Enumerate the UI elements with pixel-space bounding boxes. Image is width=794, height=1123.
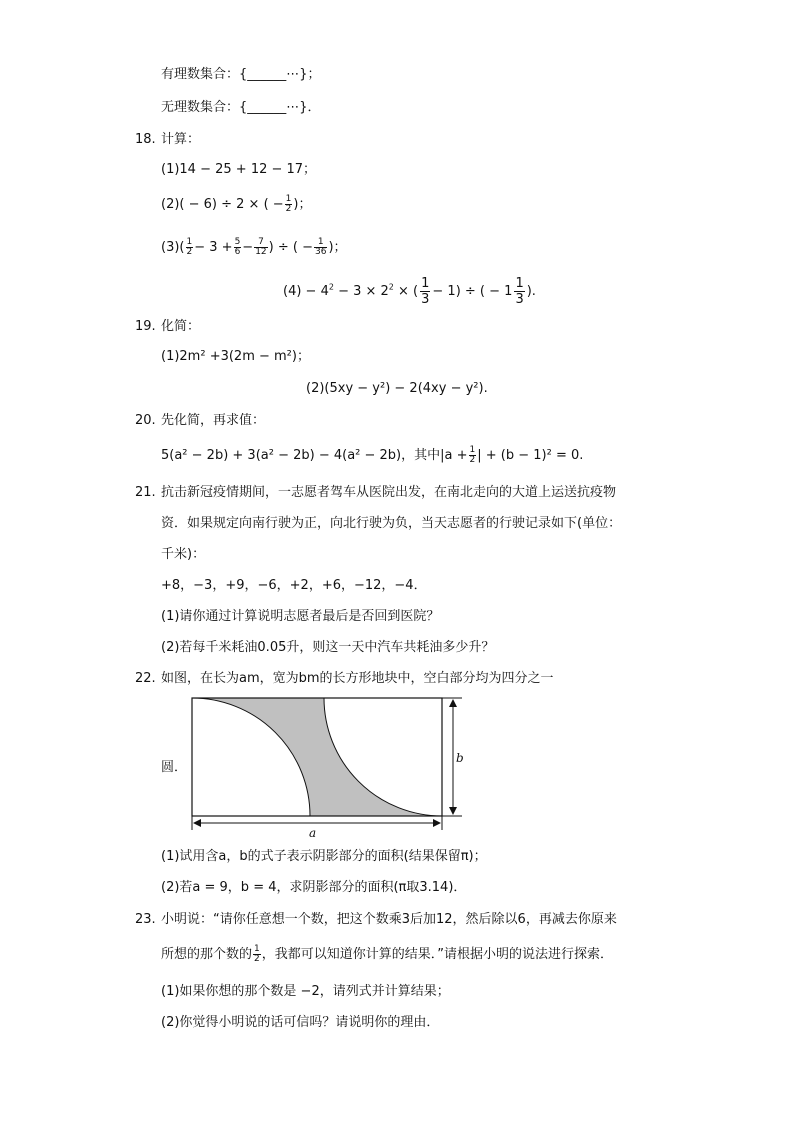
q22-text-line1: 如图，在长为am，宽为bm的长方形地块中，空白部分均为四分之一 [161, 671, 554, 686]
fraction: $\frac{5}{6}$ [234, 237, 241, 257]
q18-number: 18. [135, 132, 156, 147]
fraction: $\frac{1}{2}$ [186, 237, 193, 257]
q19-title: 化简： [161, 319, 201, 334]
q18-part4: $(4) - 4^2 - 3 \times 2^2$ × ( $\frac{1}{3}$ − 1) ÷ ( − 1 $\frac{1}{3}$ ). [283, 276, 536, 307]
q22-number: 22. [135, 671, 156, 686]
q20-expression: 5(a² − 2b) + 3(a² − 2b) − 4(a² − 2b)，其中|a + $\frac{1}{2}$ | + (b − 1)² = 0. [161, 445, 584, 465]
q21-records: +8，−3，+9，−6，+2，+6，−12，−4． [161, 578, 427, 593]
fraction: $\frac{1}{2}$ [254, 944, 260, 964]
fraction: $\frac{1}{2}$ [285, 194, 292, 214]
q21-text-line3: 千米)： [161, 547, 206, 562]
q23-part2: (2)你觉得小明说的话可信吗？请说明你的理由． [161, 1015, 440, 1030]
q22-part2: (2)若a = 9，b = 4，求阴影部分的面积(π取3.14)． [161, 880, 467, 895]
q23-text-line2: 所想的那个数的 $\frac{1}{2}$ ，我都可以知道你计算的结果．”请根据小明的说法进行探索． [161, 944, 613, 964]
label-b: b [456, 751, 464, 765]
rational-set-line: 有理数集合：{______⋯}； [161, 67, 321, 82]
q18-part2-b: )； [293, 197, 312, 212]
q22-part1: (1)试用含a，b的式子表示阴影部分的面积(结果保留π)； [161, 849, 487, 864]
q19-number: 19. [135, 319, 156, 334]
q19-part2: (2)(5xy − y²) − 2(4xy − y²). [306, 381, 488, 396]
shaded-region [192, 698, 442, 816]
q18-title: 计算： [161, 132, 201, 147]
fraction: $\frac{7}{12}$ [255, 237, 267, 257]
fraction: $\frac{1}{36}$ [314, 237, 327, 257]
q22-figure [180, 690, 480, 840]
fraction: $\frac{1}{3}$ [421, 276, 430, 307]
q19-part1: (1)2m² +3(2m − m²)； [161, 349, 310, 364]
q21-part2: (2)若每千米耗油0.05升，则这一天中汽车共耗油多少升？ [161, 640, 495, 655]
q18-part2-a: (2)( − 6) ÷ 2 × ( − [161, 197, 284, 212]
fraction: $\frac{1}{2}$ [469, 445, 476, 465]
q18-part3: (3)( $\frac{1}{2}$ − 3 + $\frac{5}{6}$ − $\frac{7}{12}$ ) ÷ ( − $\frac{1}{36}$ )； [161, 237, 347, 257]
q21-text-line1: 抗击新冠疫情期间，一志愿者驾车从医院出发，在南北走向的大道上运送抗疫物 [161, 485, 617, 500]
q23-text-line1: 小明说：“请你任意想一个数，把这个数乘3后加12，然后除以6，再减去你原来 [161, 912, 617, 927]
irrational-set-line: 无理数集合：{______⋯}． [161, 100, 321, 115]
q23-part1: (1)如果你想的那个数是 −2，请列式并计算结果； [161, 984, 450, 999]
q18-part1: (1)14 − 25 + 12 − 17； [161, 162, 317, 177]
fraction: $\frac{1}{3}$ [515, 276, 524, 307]
q18-part2 [161, 195, 311, 214]
q21-text-line2: 资．如果规定向南行驶为正，向北行驶为负，当天志愿者的行驶记录如下(单位： [161, 516, 622, 531]
q23-number: 23. [135, 912, 156, 927]
label-a: a [309, 826, 317, 840]
q20-title: 先化简，再求值： [161, 413, 266, 428]
q21-part1: (1)请你通过计算说明志愿者最后是否回到医院？ [161, 609, 440, 624]
q20-number: 20. [135, 413, 156, 428]
q21-number: 21. [135, 485, 156, 500]
q22-text-line2: 圆． [161, 760, 188, 775]
